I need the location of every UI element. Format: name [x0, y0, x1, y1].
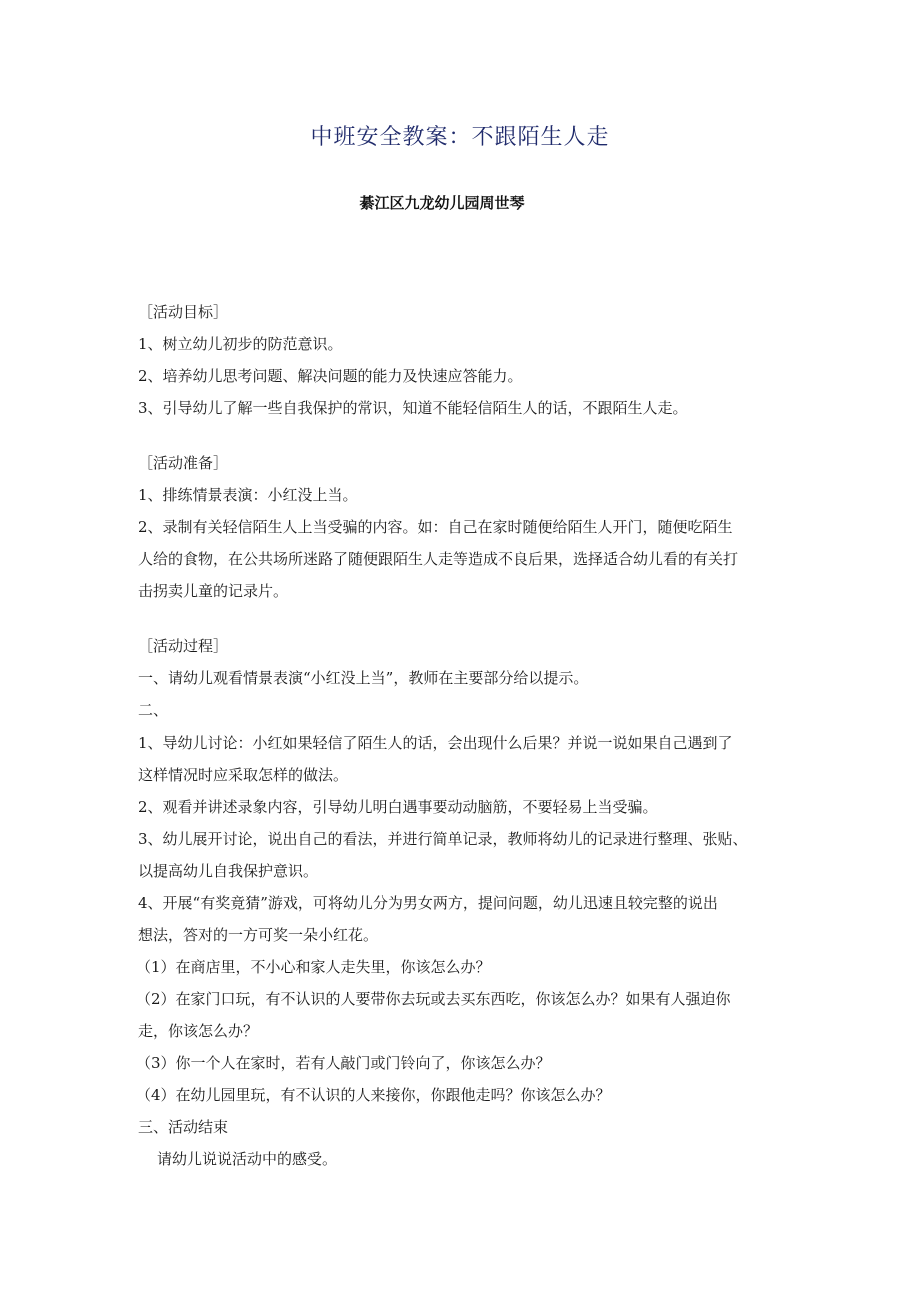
- process-line: 三、活动结束: [138, 1118, 229, 1136]
- process-line: 走，你该怎么办？: [138, 1022, 259, 1040]
- process-question: （3）你一个人在家时，若有人敲门或门铃向了，你该怎么办？: [136, 1054, 551, 1072]
- process-line: 想法，答对的一方可奖一朵小红花。: [138, 926, 379, 944]
- process-question: （4）在幼儿园里玩，有不认识的人来接你，你跟他走吗？你该怎么办？: [136, 1086, 611, 1104]
- document-author: 綦江区九龙幼儿园周世琴: [359, 194, 525, 212]
- process-line: 4、开展“有奖竟猜”游戏，可将幼儿分为男女两方，提问问题，幼儿迅速且较完整的说出: [138, 894, 718, 912]
- document-title: 中班安全教案：不跟陌生人走: [310, 125, 610, 150]
- preparation-heading: ［活动准备］: [138, 454, 229, 472]
- process-line: 3、幼儿展开讨论，说出自己的看法，并进行简单记录，教师将幼儿的记录进行整理、张贴、: [138, 830, 748, 848]
- process-line: 1、导幼儿讨论：小红如果轻信了陌生人的话，会出现什么后果？并说一说如果自己遇到了: [138, 734, 733, 752]
- process-question: （1）在商店里，不小心和家人走失里，你该怎么办？: [136, 958, 491, 976]
- process-heading: ［活动过程］: [138, 637, 229, 655]
- process-line: 2、观看并讲述录象内容，引导幼儿明白遇事要动动脑筋，不要轻易上当受骗。: [138, 798, 658, 816]
- goals-heading: ［活动目标］: [138, 303, 229, 321]
- process-line: 一、请幼儿观看情景表演“小红没上当”，教师在主要部分给以提示。: [138, 669, 589, 687]
- goal-item-3: 3、引导幼儿了解一些自我保护的常识，知道不能轻信陌生人的话，不跟陌生人走。: [138, 399, 688, 417]
- preparation-item-1: 1、排练情景表演：小红没上当。: [138, 486, 358, 504]
- process-line: 请幼儿说说活动中的感受。: [157, 1150, 338, 1168]
- preparation-item-2-cont: 人给的食物，在公共场所迷路了随便跟陌生人走等造成不良后果，选择适合幼儿看的有关打: [138, 550, 739, 568]
- preparation-item-2: 2、录制有关轻信陌生人上当受骗的内容。如：自己在家时随便给陌生人开门，随便吃陌生: [138, 518, 733, 536]
- goal-item-1: 1、树立幼儿初步的防范意识。: [138, 335, 343, 353]
- process-line: 以提高幼儿自我保护意识。: [138, 862, 319, 880]
- goal-item-2: 2、培养幼儿思考问题、解决问题的能力及快速应答能力。: [138, 367, 523, 385]
- process-question: （2）在家门口玩，有不认识的人要带你去玩或去买东西吃，你该怎么办？如果有人强迫你: [136, 990, 731, 1008]
- process-line: 这样情况时应采取怎样的做法。: [138, 766, 349, 784]
- preparation-item-2-end: 击拐卖儿童的记录片。: [138, 582, 289, 600]
- process-line: 二、: [138, 701, 169, 719]
